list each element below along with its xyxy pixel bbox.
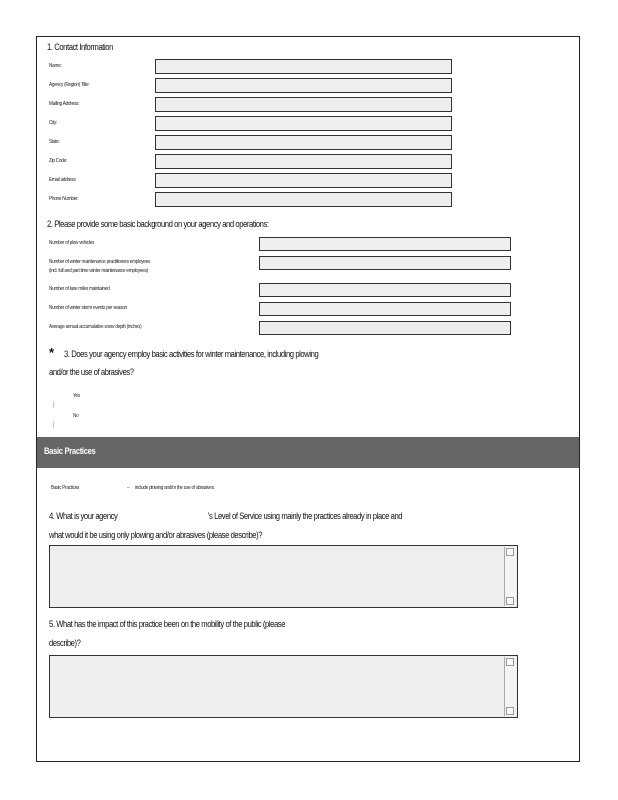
q2-field-label: Number of winter storm events per season: [49, 305, 127, 311]
q3-option-label: No: [73, 413, 79, 419]
radio-icon[interactable]: j: [53, 421, 55, 428]
radio-icon[interactable]: j: [53, 401, 55, 408]
q1-field-label: City:: [49, 120, 58, 126]
q1-input-field[interactable]: [155, 173, 452, 188]
q3-option-label: Yes: [73, 393, 80, 399]
q1-field-label: Agency (Region) Title:: [49, 82, 90, 88]
definition-dash: –: [127, 485, 130, 491]
q1-input-field[interactable]: [155, 97, 452, 112]
q2-field-label: Average annual accumulative snow depth (inches): [49, 324, 142, 330]
q2-input-field[interactable]: [259, 256, 511, 270]
section-header: [37, 437, 579, 468]
scrollbar[interactable]: [504, 547, 516, 606]
survey-page: [36, 36, 580, 762]
q2-input-field[interactable]: [259, 302, 511, 316]
q5-answer-textarea[interactable]: [49, 655, 518, 718]
q2-field-label: Number of winter maintenance practitioners employees: [49, 259, 151, 265]
q3-option-no[interactable]: [53, 413, 79, 431]
q1-input-field[interactable]: [155, 135, 452, 150]
q1-field-label: Email address:: [49, 177, 77, 183]
q1-input-field[interactable]: [155, 78, 452, 93]
scroll-up-icon[interactable]: [506, 548, 514, 556]
q1-field-label: Phone Number:: [49, 196, 79, 202]
q1-field-label: Mailing Address:: [49, 101, 80, 107]
q4-question-line1-cont: 's Level of Service using mainly the practices already in place and: [208, 511, 403, 521]
scroll-down-icon[interactable]: [506, 597, 514, 605]
q2-field-label: Number of plow vehicles: [49, 240, 95, 246]
q1-input-field[interactable]: [155, 59, 452, 74]
q4-question-line2: what would it be using only plowing and/or abrasives (please describe)?: [49, 530, 263, 540]
definition-text: include plowing and/or the use of abrasives.: [135, 485, 215, 491]
q1-input-field[interactable]: [155, 192, 452, 207]
section-title: Basic Practices: [44, 446, 96, 456]
q2-field-sublabel: (incl. full and part time winter maintenance employees): [49, 268, 149, 274]
q1-input-field[interactable]: [155, 154, 452, 169]
q1-title: 1. Contact Information: [47, 42, 113, 52]
q4-answer-textarea[interactable]: [49, 545, 518, 608]
scroll-up-icon[interactable]: [506, 658, 514, 666]
q2-input-field[interactable]: [259, 321, 511, 335]
q2-title: 2. Please provide some basic background on your agency and operations:: [47, 219, 269, 229]
q1-field-label: Zip Code:: [49, 158, 67, 164]
q2-input-field[interactable]: [259, 283, 511, 297]
q2-field-label: Number of lane miles maintained: [49, 286, 110, 292]
definition-term: Basic Practices: [51, 485, 80, 491]
q1-input-field[interactable]: [155, 116, 452, 131]
scroll-down-icon[interactable]: [506, 707, 514, 715]
q3-option-yes[interactable]: [53, 393, 80, 411]
scrollbar[interactable]: [504, 657, 516, 716]
q3-question-line1: 3. Does your agency employ basic activities for winter maintenance, including plowing: [64, 349, 319, 359]
q4-question-line1: 4. What is your agency: [49, 511, 118, 521]
q5-question-line1: 5. What has the impact of this practice been on the mobility of the public (please: [49, 619, 286, 629]
q3-question-line2: and/or the use of abrasives?: [49, 367, 134, 377]
q5-question-line2: describe)?: [49, 638, 81, 648]
q1-field-label: Name:: [49, 63, 62, 69]
required-star-icon: *: [49, 345, 55, 360]
q1-field-label: State:: [49, 139, 60, 145]
q2-input-field[interactable]: [259, 237, 511, 251]
